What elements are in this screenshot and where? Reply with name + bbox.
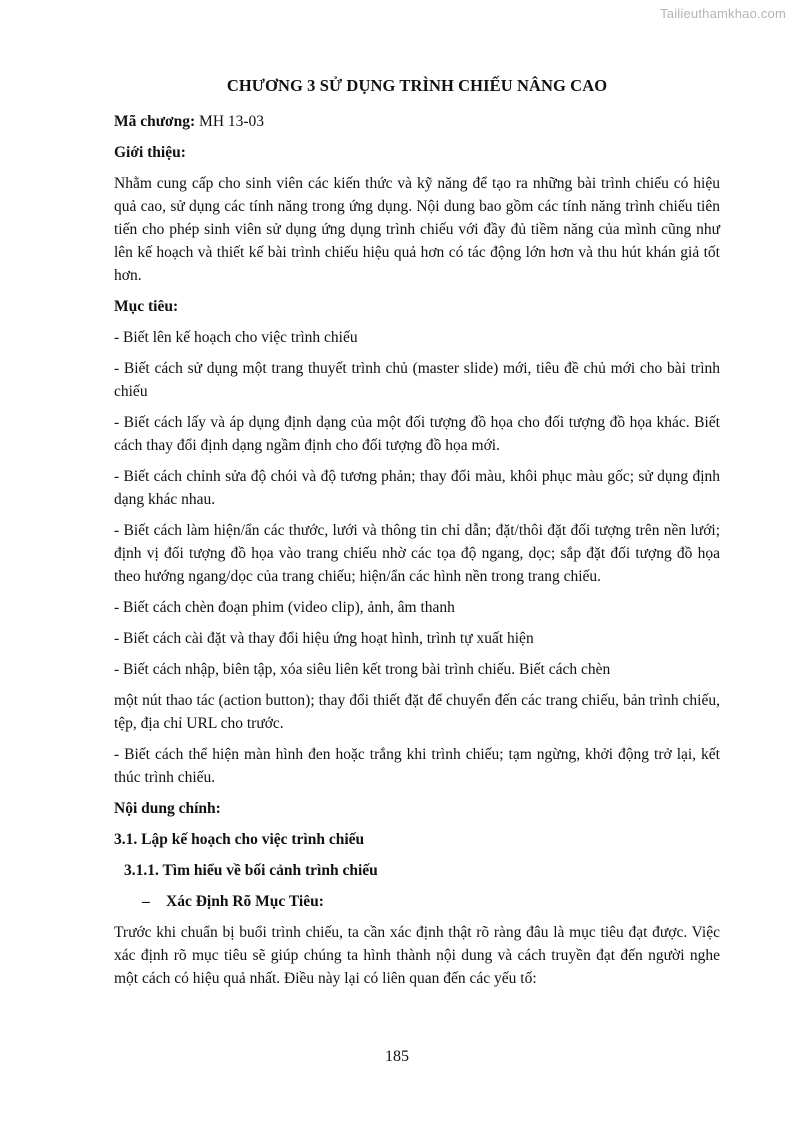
objective-item: một nút thao tác (action button); thay đổi thiết đặt để chuyển đến các trang chiếu, bản trình chiếu, tệp, địa chỉ URL cho trước.: [114, 692, 720, 732]
objective-item: - Biết cách chèn đoạn phim (video clip), ảnh, âm thanh: [114, 599, 455, 616]
objective-item: - Biết cách cài đặt và thay đổi hiệu ứng hoạt hình, trình tự xuất hiện: [114, 630, 534, 647]
intro-paragraph: Nhằm cung cấp cho sinh viên các kiến thức và kỹ năng để tạo ra những bài trình chiếu có hiệu quả cao, sử dụng các tính năng trong ứng dụng. Nội dung bao gồm các tính năng trình chiếu tiên tiến cho phép sinh viên sử dụng ứng dụng trình chiếu với đầy đủ tiềm năng của mình cũng như lên kế hoạch và thiết kế bài trình chiếu hiệu quả hơn có tác động lớn hơn và thu hút khán giả tốt hơn.: [114, 175, 720, 284]
section-heading: 3.1. Lập kế hoạch cho việc trình chiếu: [114, 831, 365, 848]
watermark: Tailieuthamkhao.com: [660, 6, 786, 21]
objective-item: - Biết lên kế hoạch cho việc trình chiếu: [114, 329, 358, 346]
chapter-code: [114, 110, 720, 133]
objective-item: - Biết cách thể hiện màn hình đen hoặc trắng khi trình chiếu; tạm ngừng, khởi động trở lại, kết thúc trình chiếu.: [114, 746, 720, 786]
objective-item: - Biết cách lấy và áp dụng định dạng của một đối tượng đồ họa cho đối tượng đồ họa khác. Biết cách thay đổi định dạng ngầm định cho đối tượng đồ họa mới.: [114, 414, 720, 454]
document-page: [114, 74, 720, 998]
main-content-heading: Nội dung chính:: [114, 800, 221, 817]
objective-item: - Biết cách làm hiện/ẩn các thước, lưới và thông tin chỉ dẫn; đặt/thôi đặt đối tượng trên nền lưới; định vị đối tượng đồ họa vào trang chiếu nhờ các tọa độ ngang, dọc; sắp đặt đối tượng đồ họa theo hướng ngang/dọc của trang chiếu; hiện/ẩn các hình nền trong trang chiếu.: [114, 522, 720, 585]
objective-item: - Biết cách sử dụng một trang thuyết trình chủ (master slide) mới, tiêu đề chủ mới cho bài trình chiếu: [114, 360, 720, 400]
page-number: 185: [385, 1048, 409, 1065]
chapter-code-value: MH 13-03: [195, 113, 265, 130]
intro-heading: Giới thiệu:: [114, 144, 186, 161]
objectives-heading: Mục tiêu:: [114, 298, 179, 315]
subsubsection-title: Xác Định Rõ Mục Tiêu:: [166, 893, 324, 910]
objective-item: - Biết cách nhập, biên tập, xóa siêu liên kết trong bài trình chiếu. Biết cách chèn: [114, 661, 611, 678]
dash-marker: –: [142, 893, 150, 910]
subsubsection-heading: [142, 890, 720, 913]
chapter-title: CHƯƠNG 3 SỬ DỤNG TRÌNH CHIẾU NÂNG CAO: [226, 76, 608, 95]
objective-item: - Biết cách chỉnh sửa độ chói và độ tương phản; thay đổi màu, khôi phục màu gốc; sử dụng định dạng khác nhau.: [114, 468, 720, 508]
subsection-heading: 3.1.1. Tìm hiểu về bối cảnh trình chiếu: [124, 862, 378, 879]
body-paragraph: Trước khi chuẩn bị buổi trình chiếu, ta cần xác định thật rõ ràng đâu là mục tiêu đạt được. Việc xác định rõ mục tiêu sẽ giúp chúng ta hình thành nội dung và cách truyền đạt đến người nghe một cách có hiệu quả nhất. Điều này lại có liên quan đến các yếu tố:: [114, 924, 720, 987]
chapter-code-label: Mã chương:: [114, 113, 196, 130]
